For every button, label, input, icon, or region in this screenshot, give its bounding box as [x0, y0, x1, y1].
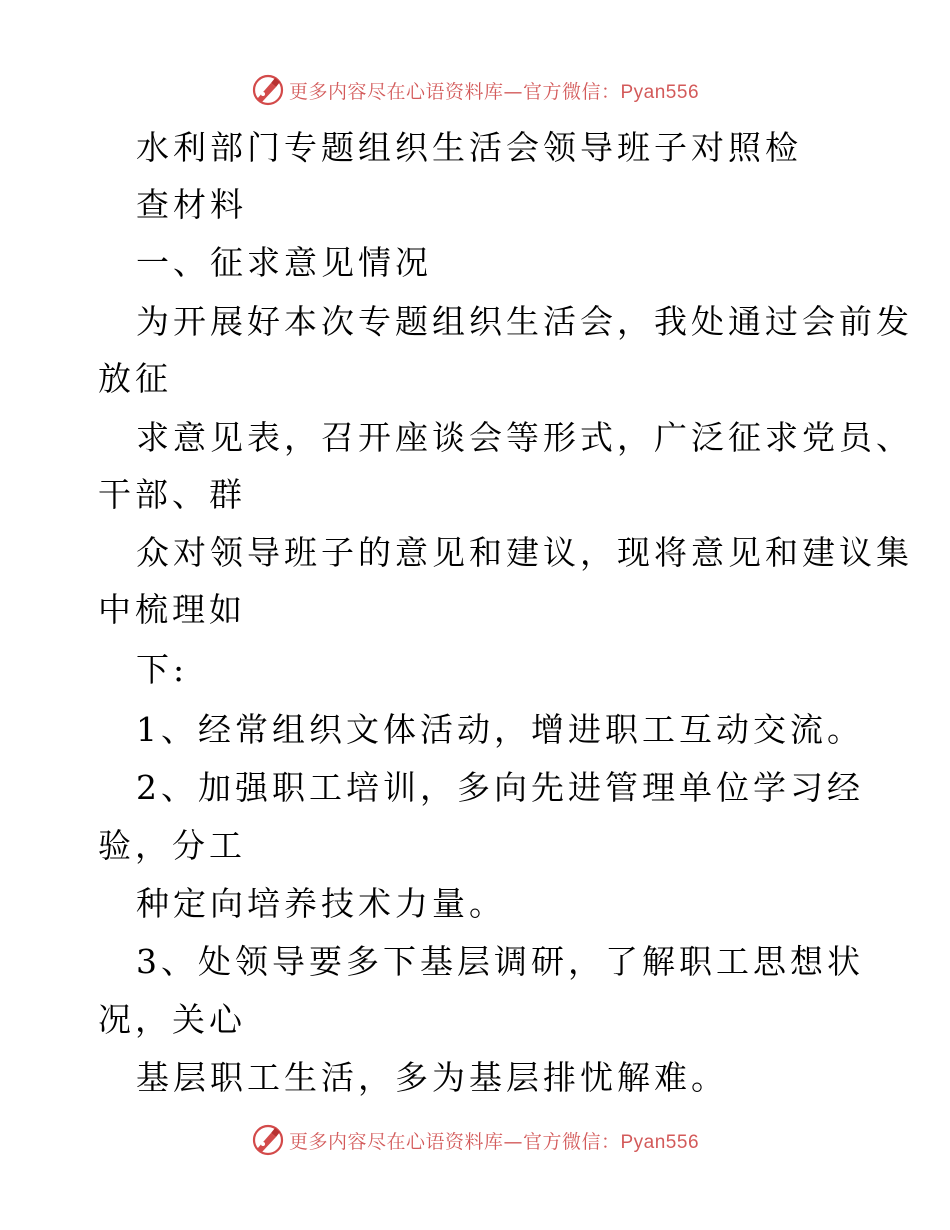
wechat-id: Pyan556	[620, 81, 700, 103]
paragraph-line: 为开展好本次专题组织生活会，我处通过会前发	[136, 302, 913, 341]
pen-logo-icon	[251, 73, 285, 107]
watermark-text: 更多内容尽在心语资料库—官方微信：Pyan556	[288, 1130, 700, 1153]
paragraph-line: 种定向培养技术力量。	[136, 884, 506, 923]
paragraph-line: 况，关心	[98, 1000, 246, 1039]
wechat-id: Pyan556	[620, 1131, 700, 1153]
paragraph-line: 中梳理如	[98, 590, 246, 629]
watermark-banner-bottom	[0, 1120, 950, 1160]
document-title-line-2: 查材料	[136, 185, 247, 224]
watermark-banner-top	[0, 70, 950, 110]
pen-logo-icon	[251, 1123, 285, 1157]
list-item-1: 1、经常组织文体活动，增进职工互动交流。	[136, 710, 864, 749]
paragraph-line: 验，分工	[98, 826, 246, 865]
paragraph-line: 求意见表，召开座谈会等形式，广泛征求党员、	[136, 418, 913, 457]
watermark-text: 更多内容尽在心语资料库—官方微信：Pyan556	[288, 80, 700, 103]
paragraph-line: 放征	[98, 359, 172, 398]
paragraph-line: 众对领导班子的意见和建议，现将意见和建议集	[136, 533, 913, 572]
paragraph-line: 下:	[136, 650, 189, 689]
document-title-line-1: 水利部门专题组织生活会领导班子对照检	[136, 128, 802, 167]
paragraph-line: 基层职工生活，多为基层排忧解难。	[136, 1058, 728, 1097]
list-item-2: 2、加强职工培训，多向先进管理单位学习经	[136, 768, 864, 807]
paragraph-line: 干部、群	[98, 475, 246, 514]
section-heading-1: 一、征求意见情况	[136, 243, 432, 282]
list-item-3: 3、处领导要多下基层调研，了解职工思想状	[136, 942, 864, 981]
